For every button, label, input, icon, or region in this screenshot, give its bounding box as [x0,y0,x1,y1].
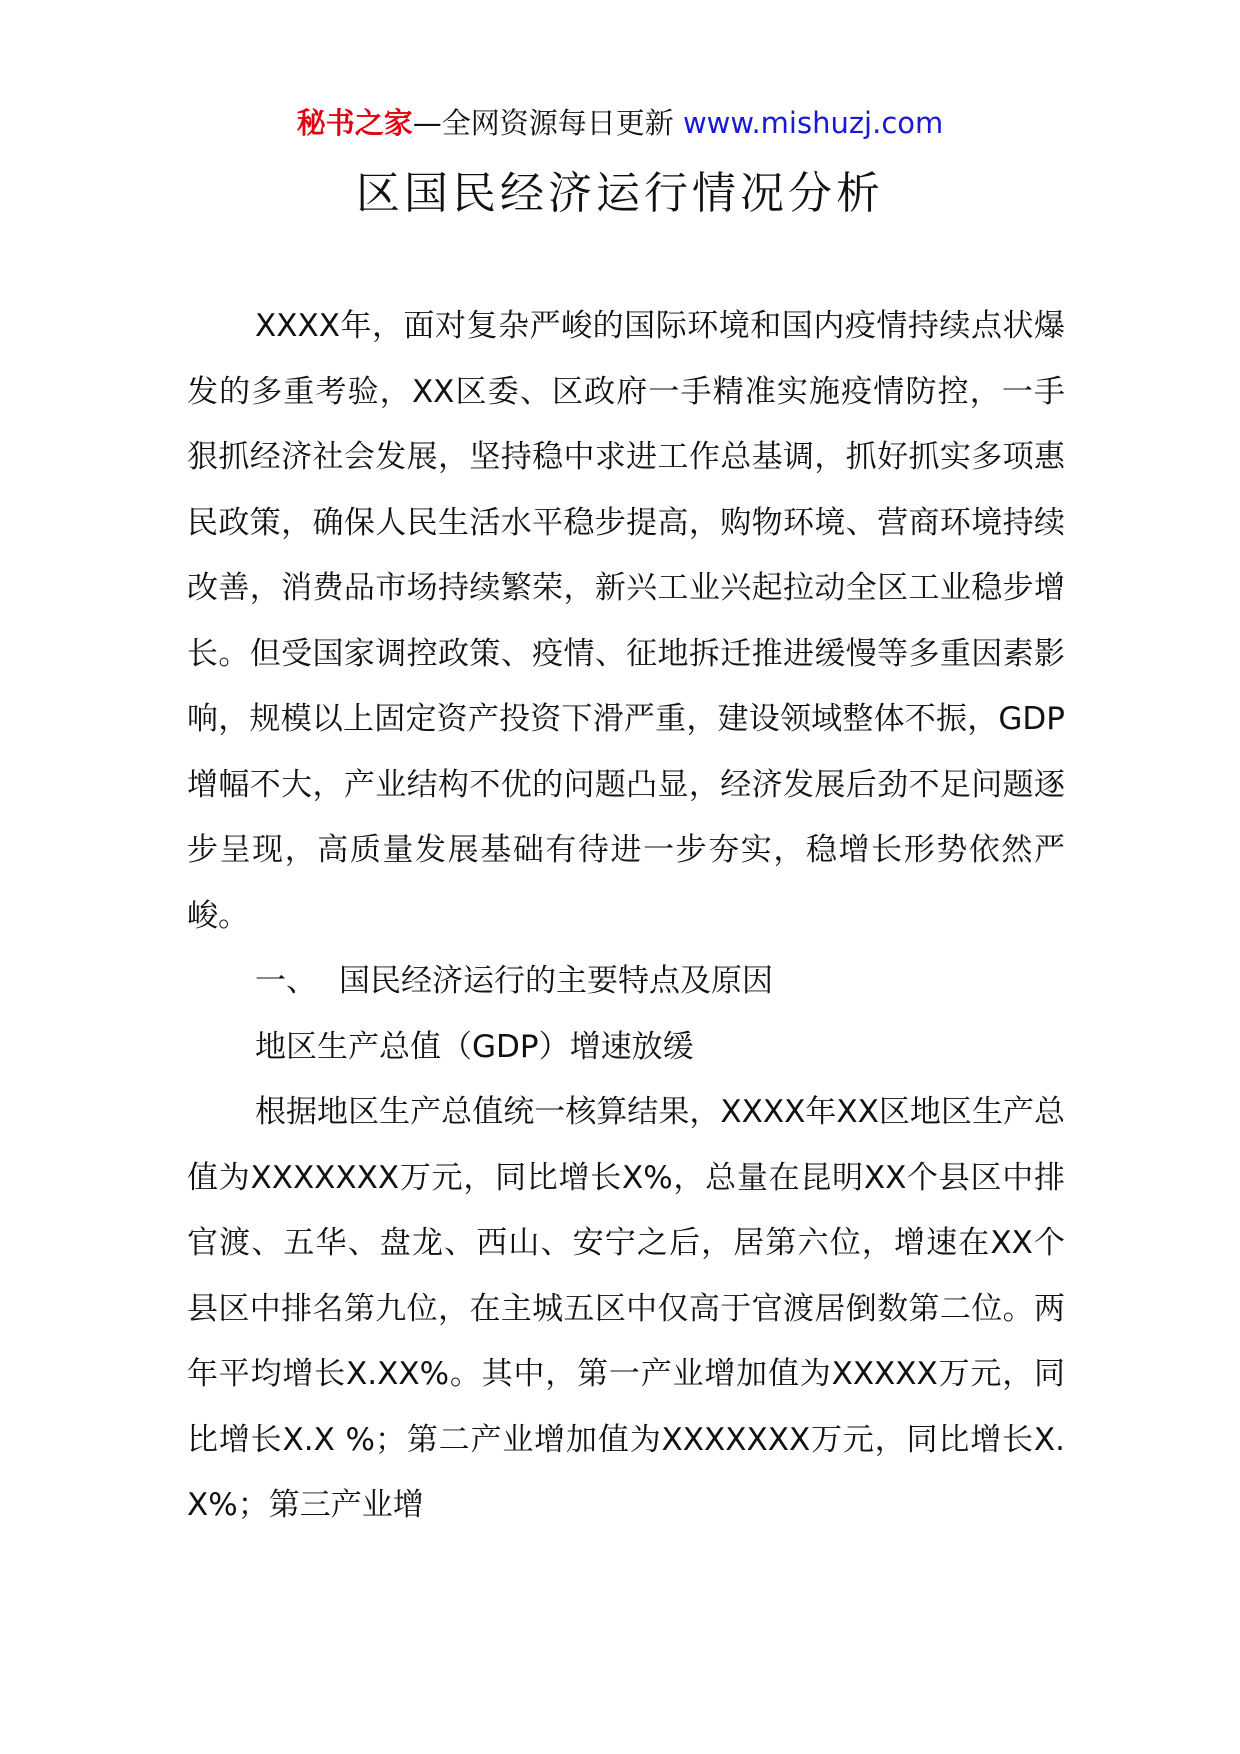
site-header [0,103,1240,143]
section-number: 一、 [255,963,317,999]
document-body [187,294,1065,1539]
subsection-heading: 地区生产总值（GDP）增速放缓 [255,1028,694,1065]
brand-name: 秘书之家 [296,106,413,140]
document-title: 区国民经济运行情况分析 [356,168,884,219]
section-heading [187,949,1065,1015]
site-url-link[interactable]: www.mishuzj.com [682,106,944,140]
header-tagline: —全网资源每日更新 [412,106,674,140]
intro-paragraph: XXXX年，面对复杂严峻的国际环境和国内疫情持续点状爆发的多重考验，XX区委、区政府一手精准实施疫情防控，一手狠抓经济社会发展，坚持稳中求进工作总基调，抓好抓实多项惠民政策，确保人民生活水平稳步提高，购物环境、营商环境持续改善，消费品市场持续繁荣，新兴工业兴起拉动全区工业稳步增长。但受国家调控政策、疫情、征地拆迁推进缓慢等多重因素影响，规模以上固定资产投资下滑严重，建设领域整体不振，GDP增幅不大，产业结构不优的问题凸显，经济发展后劲不足问题逐步呈现，高质量发展基础有待进一步夯实，稳增长形势依然严峻。 [187,308,1065,934]
section-title: 国民经济运行的主要特点及原因 [339,963,773,999]
gdp-paragraph: 根据地区生产总值统一核算结果，XXXX年XX区地区生产总值为XXXXXXX万元，同比增长X%，总量在昆明XX个县区中排官渡、五华、盘龙、西山、安宁之后，居第六位，增速在XX个县区中排名第九位，在主城五区中仅高于官渡居倒数第二位。两年平均增长X.XX%。其中，第一产业增加值为XXXXX万元，同比增长X.X %；第二产业增加值为XXXXXXX万元，同比增长X.X%；第三产业增 [187,1094,1065,1523]
